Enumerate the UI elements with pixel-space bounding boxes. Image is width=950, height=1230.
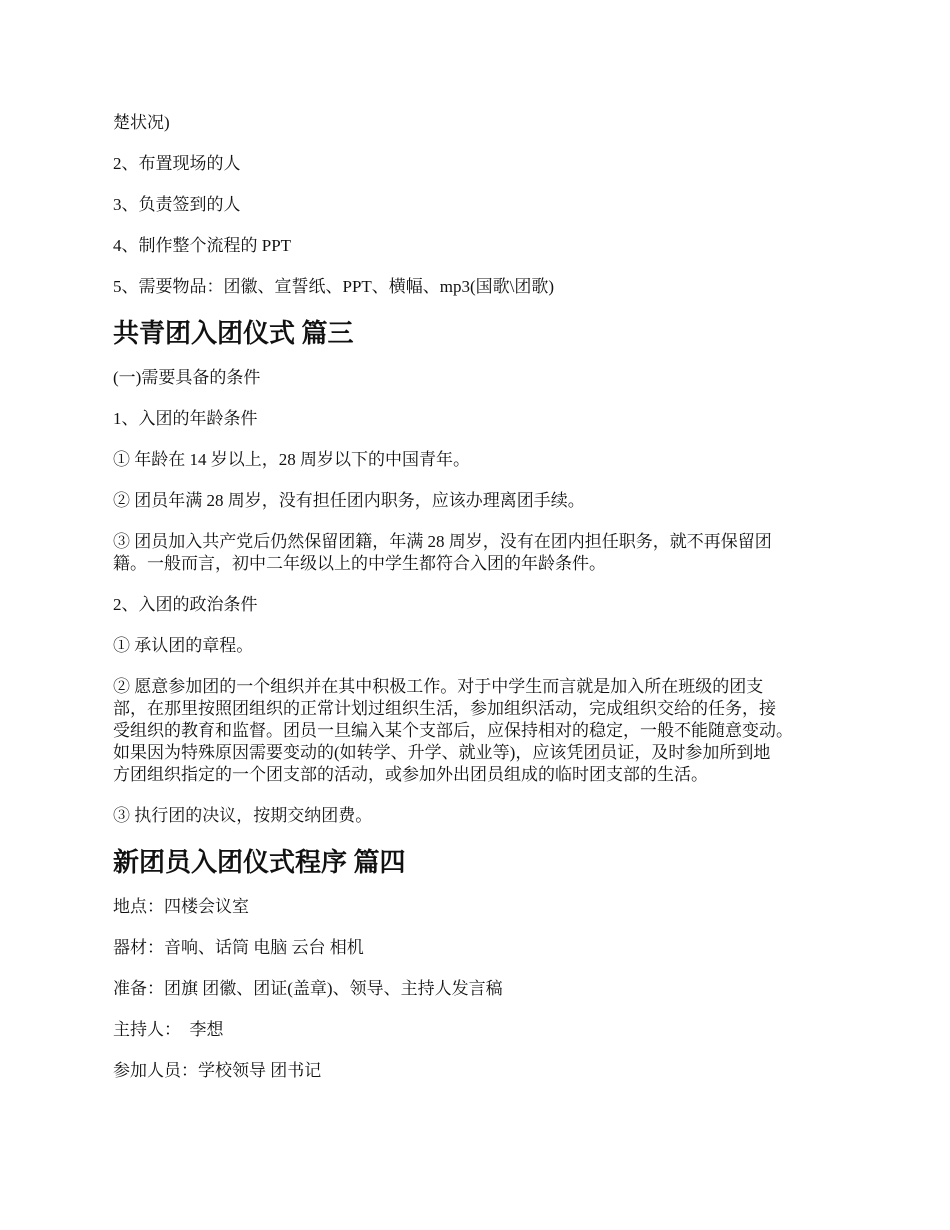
paragraph: ① 承认团的章程。 <box>113 636 254 655</box>
paragraph: ③ 团员加入共产党后仍然保留团籍，年满 28 周岁，没有在团内担任职务，就不再保留团 籍。一般而言，初中二年级以上的中学生都符合入团的年龄条件。 <box>113 532 772 573</box>
paragraph: ① 年龄在 14 岁以上，28 周岁以下的中国青年。 <box>113 450 470 469</box>
paragraph: 地点：四楼会议室 <box>113 897 249 916</box>
paragraph: ② 愿意参加团的一个组织并在其中积极工作。对于中学生而言就是加入所在班级的团支 部，在那里按照团组织的正常计划过组织生活，参加组织活动，完成组织交给的任务，接 受组织的教育和监督。团员一旦编入某个支部后，应保持相对的稳定，一般不能随意变动。 如果因为特殊原因需要变动的(如转学、升学、就业等)，应该凭团员证，及时参加所到地 方团组织指定的一个团支部的活动，或参加外出团员组成的临时团支部的生活。 <box>113 677 793 784</box>
paragraph: 主持人： 李想 <box>113 1020 224 1039</box>
paragraph: 器材：音响、话筒 电脑 云台 相机 <box>113 938 364 957</box>
document-page <box>113 112 853 1101</box>
section-heading: 新团员入团仪式程序 篇四 <box>113 848 406 877</box>
paragraph: ③ 执行团的决议，按期交纳团费。 <box>113 806 373 825</box>
list-item: 5、需要物品：团徽、宣誓纸、PPT、横幅、mp3(国歌\团歌) <box>113 277 555 296</box>
section-heading: 共青团入团仪式 篇三 <box>113 319 354 348</box>
paragraph: (一)需要具备的条件 <box>113 368 261 387</box>
list-item: 4、制作整个流程的 PPT <box>113 236 292 255</box>
paragraph: 1、入团的年龄条件 <box>113 409 258 428</box>
paragraph: ② 团员年满 28 周岁，没有担任团内职务，应该办理离团手续。 <box>113 491 585 510</box>
list-item: 3、负责签到的人 <box>113 195 241 214</box>
paragraph: 准备：团旗 团徽、团证(盖章)、领导、主持人发言稿 <box>113 979 503 998</box>
paragraph: 楚状况) <box>113 113 170 132</box>
paragraph: 2、入团的政治条件 <box>113 595 258 614</box>
paragraph: 参加人员：学校领导 团书记 <box>113 1061 322 1080</box>
list-item: 2、布置现场的人 <box>113 154 241 173</box>
